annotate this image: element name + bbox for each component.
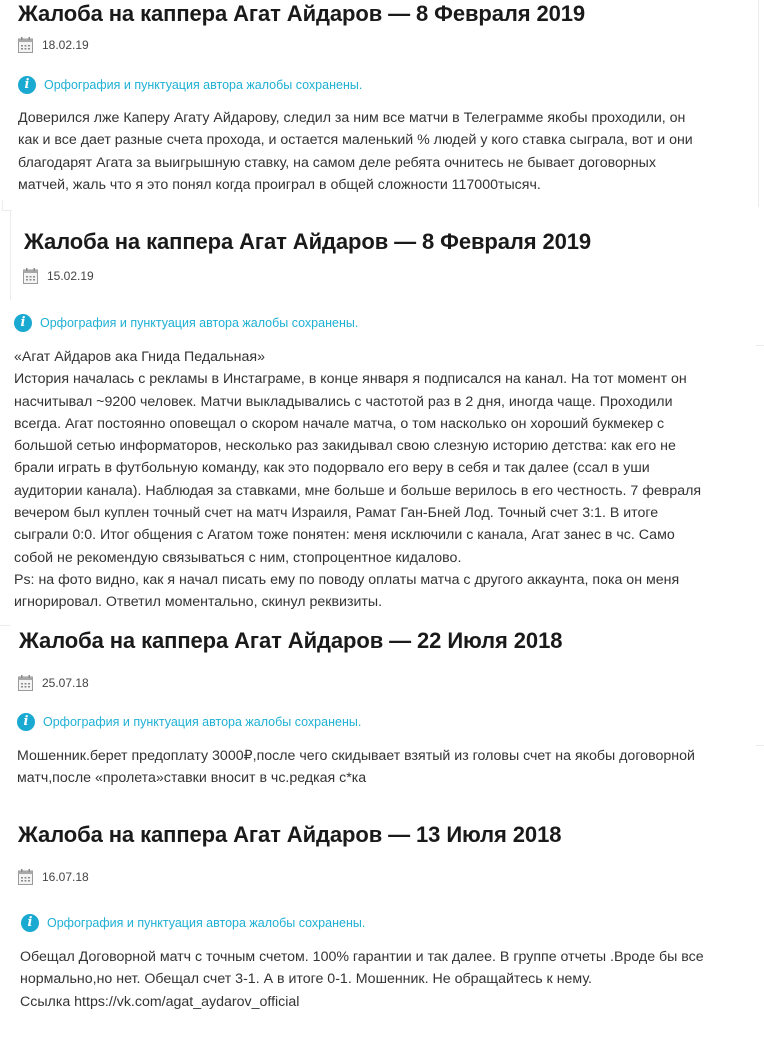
calendar-icon bbox=[23, 268, 38, 284]
body-line: всегда. Агат постоянно оповещал о скором начале матча, о том насколько он хороший букмекер с bbox=[14, 415, 665, 432]
body-line: аудитории канала). Наблюдая за ставками, мне больше и больше верилось в его честность. 7 февраля bbox=[14, 482, 702, 499]
complaint-body bbox=[18, 107, 693, 196]
complaint-body bbox=[20, 946, 704, 1013]
body-line: Обещал Договорной матч с точным счетом. 100% гарантии и так далее. В группе отчеты .Вроде бы все bbox=[20, 949, 704, 965]
info-icon: i bbox=[14, 314, 32, 332]
spelling-notice bbox=[17, 713, 361, 731]
body-line: матчей, жаль что я это понял когда проиграл в общей сложности 117000тысяч. bbox=[18, 176, 541, 193]
body-line: Мошенник.берет предоплату 3000₽,после чего скидывает взятый из головы счет на якобы договорной bbox=[17, 748, 695, 764]
complaint-card bbox=[0, 210, 764, 615]
body-line: собой не рекомендую связываться с ним, стопроцентное кидалово. bbox=[14, 549, 462, 566]
body-line[interactable]: Ссылка https://vk.com/agat_aydarov_official bbox=[20, 993, 300, 1010]
complaint-body bbox=[17, 745, 695, 790]
body-line: как и все дает разные счета прохода, и остается маленький % людей у кого ставка сыграла, вот и они bbox=[18, 132, 693, 149]
body-line: игнорировал. Ответил моментально, скинул реквизиты. bbox=[14, 594, 383, 611]
notice-text: Орфография и пунктуация автора жалобы сохранены. bbox=[44, 78, 363, 92]
calendar-icon bbox=[18, 37, 33, 53]
body-line: вечером был куплен точный счет на матч Израиля, Рамат Ган-Бней Лод. Точный счет 3:1. В итоге bbox=[14, 505, 659, 522]
body-line: сыграли 0:0. Итог общения с Агатом тоже понятен: меня исключили с канала, Агат занес в чс. Само bbox=[14, 527, 675, 544]
info-icon: i bbox=[17, 713, 35, 731]
complaint-date: 18.02.19 bbox=[42, 38, 89, 52]
body-line: нормально,но нет. Обещал счет 3-1. А в итоге 0-1. Мошенник. Не обращайтесь к нему. bbox=[20, 971, 592, 988]
date-row bbox=[18, 869, 89, 885]
body-line: насчитывал ~9200 человек. Матчи выкладывались с частотой раз в 2 дня, иногда чаще. Проходили bbox=[14, 393, 673, 410]
date-row bbox=[23, 268, 94, 284]
date-row bbox=[18, 675, 89, 691]
complaint-card bbox=[0, 615, 764, 805]
spelling-notice bbox=[14, 314, 358, 332]
complaint-date: 15.02.19 bbox=[47, 269, 94, 283]
body-line: благодарят Агата за выигрышную ставку, на самом деле ребята очнитесь не бывает договорных bbox=[18, 154, 656, 171]
info-icon: i bbox=[21, 914, 39, 932]
body-line: Ps: на фото видно, как я начал писать ему по поводу оплаты матча с другого аккаунта, пока он меня bbox=[14, 571, 680, 588]
complaint-title[interactable]: Жалоба на каппера Агат Айдаров — 13 Июля 2018 bbox=[18, 822, 562, 847]
complaint-body bbox=[14, 346, 701, 614]
complaint-title[interactable]: Жалоба на каппера Агат Айдаров — 8 Февраля 2019 bbox=[18, 1, 586, 26]
body-line: большой сетью информаторов, несколько раз закидывал свою слезную историю детства: как его не bbox=[14, 438, 676, 455]
body-line: матч,после «пролета»ставки вносит в чс.редкая с*ка bbox=[17, 770, 367, 787]
notice-text: Орфография и пунктуация автора жалобы сохранены. bbox=[40, 316, 359, 330]
notice-text: Орфография и пунктуация автора жалобы сохранены. bbox=[43, 715, 362, 729]
calendar-icon bbox=[18, 675, 33, 691]
complaint-card bbox=[0, 805, 764, 1044]
calendar-icon bbox=[18, 869, 33, 885]
complaint-title[interactable]: Жалоба на каппера Агат Айдаров — 8 Февраля 2019 bbox=[24, 229, 592, 254]
spelling-notice bbox=[18, 76, 362, 94]
complaint-date: 25.07.18 bbox=[42, 676, 89, 690]
info-icon: i bbox=[18, 76, 36, 94]
spelling-notice bbox=[21, 914, 365, 932]
body-line: «Агат Айдаров ака Гнида Педальная» bbox=[14, 349, 265, 365]
body-line: брали играть в футбольную команду, как это подорвало его веру в себя и так далее (ссал в уши bbox=[14, 460, 650, 477]
body-line: История началась с рекламы в Инстаграме, в конце января я подписался на канал. На тот момент он bbox=[14, 371, 687, 388]
complaint-title[interactable]: Жалоба на каппера Агат Айдаров — 22 Июля 2018 bbox=[19, 628, 563, 653]
date-row bbox=[18, 37, 89, 53]
body-line: Доверился лже Каперу Агату Айдарову, следил за ним все матчи в Телеграмме якобы проходили, он bbox=[18, 110, 686, 126]
notice-text: Орфография и пунктуация автора жалобы сохранены. bbox=[47, 916, 366, 930]
complaint-date: 16.07.18 bbox=[42, 870, 89, 884]
complaint-card bbox=[0, 0, 764, 205]
